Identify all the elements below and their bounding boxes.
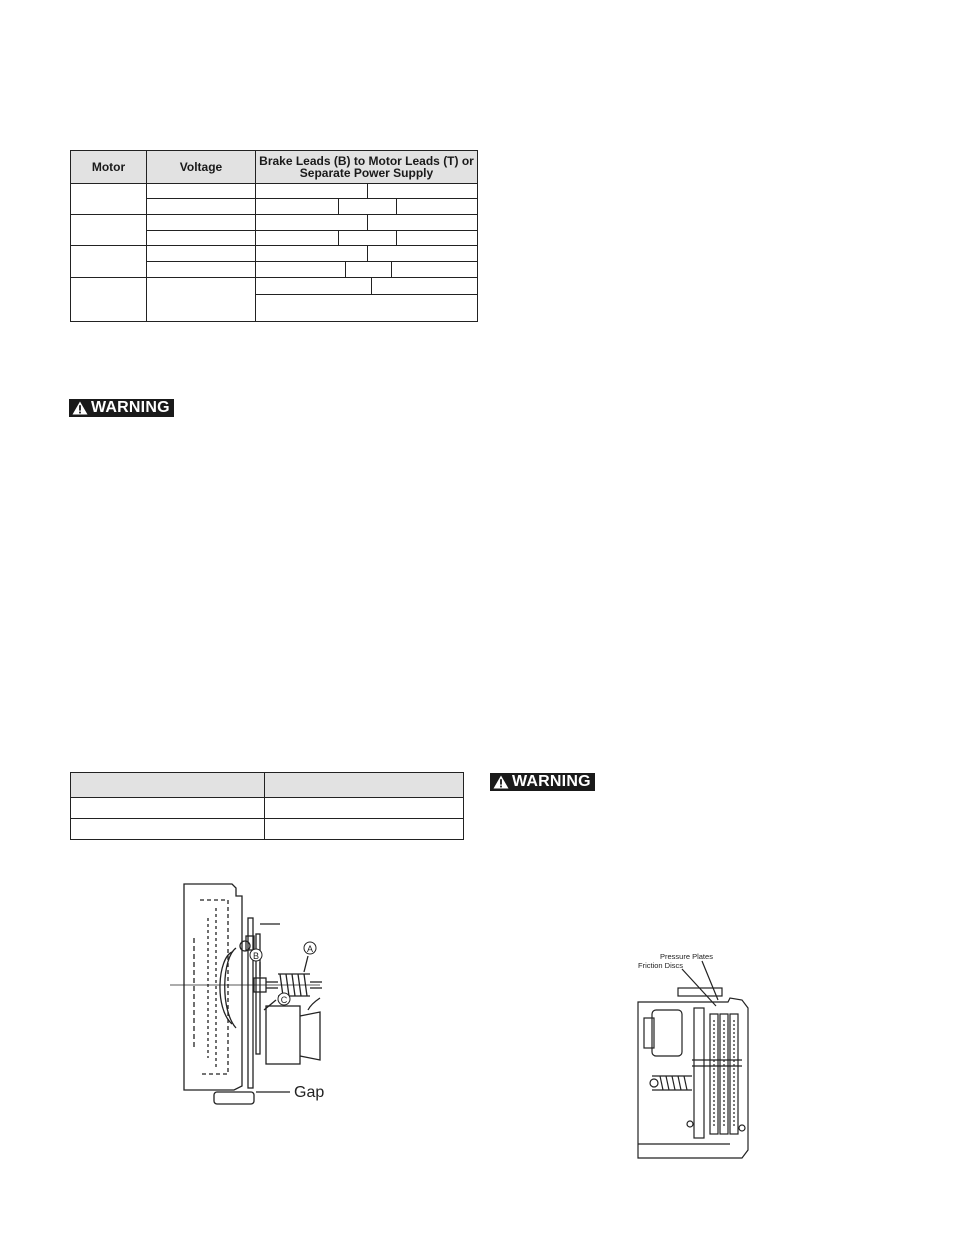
table-header-cell bbox=[265, 773, 464, 798]
voltage-cell bbox=[147, 246, 256, 262]
voltage-cell bbox=[147, 262, 256, 278]
table-header-cell bbox=[71, 773, 265, 798]
voltage-cell bbox=[147, 183, 256, 199]
warning-badge bbox=[69, 399, 174, 417]
label-friction-discs: Friction Discs bbox=[638, 961, 684, 970]
leads-cell bbox=[256, 294, 478, 321]
motor-cell bbox=[71, 183, 147, 214]
label-a: A bbox=[306, 944, 314, 954]
header-brake-leads: Brake Leads (B) to Motor Leads (T) or Separate Power Supply bbox=[256, 151, 478, 184]
table-cell bbox=[71, 798, 265, 819]
table-cell bbox=[265, 798, 464, 819]
voltage-cell bbox=[147, 199, 256, 215]
brake-cross-section-diagram bbox=[630, 948, 755, 1163]
label-c: C bbox=[280, 995, 288, 1005]
blank-table bbox=[70, 772, 464, 840]
warning-badge bbox=[490, 773, 595, 791]
header-motor: Motor bbox=[71, 151, 147, 184]
leads-cell bbox=[256, 277, 478, 294]
leads-cell bbox=[256, 246, 478, 262]
brake-gap-diagram bbox=[170, 878, 335, 1113]
motor-cell bbox=[71, 277, 147, 321]
label-gap: Gap bbox=[294, 1084, 325, 1101]
motor-cell bbox=[71, 214, 147, 245]
leads-cell bbox=[256, 214, 478, 230]
brake-wiring-table bbox=[70, 150, 478, 322]
label-b: B bbox=[252, 951, 260, 961]
label-pressure-plates: Pressure Plates bbox=[660, 952, 713, 961]
leads-cell bbox=[256, 230, 478, 246]
leads-cell bbox=[256, 183, 478, 199]
table-cell bbox=[265, 819, 464, 840]
table-cell bbox=[71, 819, 265, 840]
motor-cell bbox=[71, 246, 147, 277]
voltage-cell bbox=[147, 214, 256, 230]
voltage-cell bbox=[147, 230, 256, 246]
leads-cell bbox=[256, 262, 478, 278]
warning-triangle-icon bbox=[72, 401, 88, 415]
warning-triangle-icon bbox=[493, 775, 509, 789]
warning-label: WARNING bbox=[512, 773, 591, 790]
voltage-cell bbox=[147, 277, 256, 321]
header-voltage: Voltage bbox=[147, 151, 256, 184]
leads-cell bbox=[256, 199, 478, 215]
warning-label: WARNING bbox=[91, 399, 170, 416]
